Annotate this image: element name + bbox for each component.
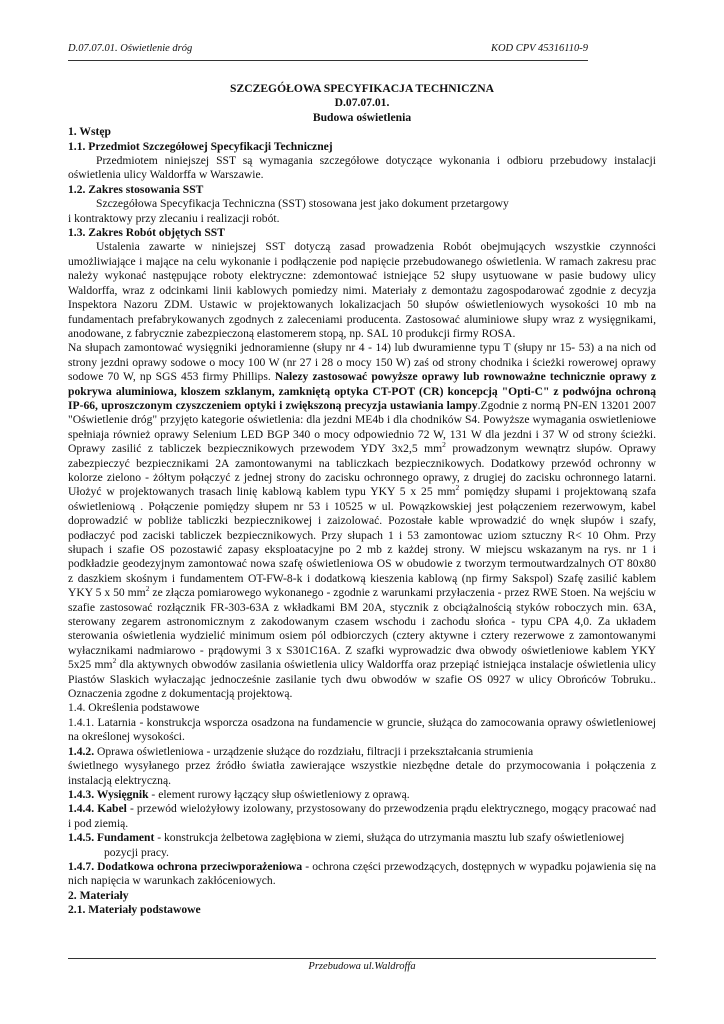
doc-title: SZCZEGÓŁOWA SPECYFIKACJA TECHNICZNA [230, 82, 494, 95]
definition-item [68, 860, 656, 889]
subsection-heading: 1.2. Zakres stosowania SST [68, 182, 204, 196]
subsection-heading: 1.1. Przedmiot Szczegółowej Specyfikacji Technicznej [68, 139, 333, 153]
footer-rule [68, 958, 656, 959]
subsection-heading: 1.4. Określenia podstawowe [68, 701, 200, 715]
superscript: 2 [455, 483, 460, 493]
paragraph: Szczegółowa Specyfikacja Techniczna (SST) stosowana jest jako dokument przetargowy [96, 197, 509, 211]
text-run: prowadzonym wewnątrz słupów. Oprawy zabezpieczyć bezpiecznikami 2A zamontowanymi na tabliczkach bezpiecznikowych. Dodatkowy przewód ochronny w kolorze zielono - żółtym połączyć z jednej strony do zacisku ochronnego oprawy, z drugiej do zacisku ochronnego latarni. Ułożyć w projektowanych trasach linię kablową kablem typu YKY 5 x 25 mm [68, 442, 656, 499]
superscript: 2 [442, 440, 446, 450]
definition-item [68, 716, 656, 745]
header-cpv-code: KOD CPV 45316110-9 [490, 43, 588, 54]
paragraph: Przedmiotem niniejszej SST są wymagania szczegółowe dotyczące wykonania i odbioru przebudowy instalacji oświetlenia ulicy Waldorffa w Warszawie. [68, 154, 656, 182]
definition-text: pozycji pracy. [104, 845, 169, 859]
bold-text-run: Nalezy zastosować powyższe oprawy lub rownoważne technicznie oprawy z pokrywa aluminiowa, kloszem szklanym, zamkniętą optyka CT-POT (CR) koncepcją "Opti-C" z podwójna ochroną IP-66, uproszczonym czyszczeniem optyki i zwiększoną precyzja ustawiania lampy [68, 370, 656, 412]
subsection-heading: 2.1. Materiały podstawowe [68, 903, 201, 917]
text-run: .Zgodnie z normą PN-EN 13201 2007 "Oświetlenie dróg" przyjęto kategorie oświetlenia: dla jezdni ME4b i dla chodników S4. Powyższe wymagania oswietleniowe spełniaja również oprawy Selenium LED BGP 340 o mocy odpowiednio 72 W, 131 W dla jezdni i 37 W od strony ścieżki. Oprawy zasilić z tabliczek bezpiecznikowych przewodem YDY 3x2,5 mm [68, 398, 656, 456]
document-body [68, 82, 656, 918]
paragraph [68, 341, 656, 701]
definition-item [68, 745, 656, 759]
definition-text: - ochrona części przewodzących, dostępnych w wypadku pojawienia się na nich napięcia w warunkach zakłóceniowych. [68, 859, 656, 888]
definition-item [68, 831, 656, 845]
text-run: pomiędzy słupami i projektowaną szafa oświetleniową . Połączenie pomiędzy słupem nr 53 i 10525 w ul. Powązkowskiej jest połączeniem rezerwowym, kabel doprowadzić w pobliże tabliczki bezpiecznikowej i zaizolować. Pozostałe kable wprowadzić do wnęk słupów i szafy, podłaczyć pod zaciski tabliczek bezpiecznikowych. Przy słupach 1 i 53 zamontowac uziom sztuczny R< 10 Ohm. Przy słupach i szafie OS pozostawić zapasy eksploatacyjne po 2 mb z każdej strony. W miejscu wskazanym na rys. nr 1 i podkładzie geodezyjnym zamontować nowa szafę oświetleniowa OS w obudowie z tworzym termoutwardzalnych OT 80x80 z daszkiem skośnym i fundamentem OT-FW-8-k i dodatkową kieszenia kablową (np firmy Sakspol) Szafę zasilić kablem YKY 5 x 50 mm [68, 485, 656, 600]
definition-text: - przewód wielożyłowy izolowany, przystosowany do przewodzenia prądu elektrycznego, mogący pracować nad i pod ziemią. [68, 802, 656, 830]
definition-text: Oprawa oświetleniowa - urządzenie służące do rozdziału, filtracji i przekształcania strumienia [94, 744, 534, 758]
definition-term: 1.4.5. Fundament [68, 831, 155, 845]
definition-text: - konstrukcja żelbetowa zagłębiona w ziemi, służąca do utrzymania masztu lub szafy oświetleniowej [154, 831, 625, 845]
superscript: 2 [112, 656, 117, 666]
superscript: 2 [145, 584, 150, 594]
definition-term: 1.4.2. [68, 744, 95, 758]
text-run: dla aktywnych obwodów zasilania oświetlenia ulicy Waldorffa oraz przepiąć istniejąca instalacje oświetlenia ulicy Piastów Slaskich wyłaczając jednocześnie zasilanie tych dwu obwodów w szafie OS 0927 w ulicy Obrońców Tobruku.. Oznaczenia zgodne z dokumentacją projektową. [68, 658, 656, 701]
header-rule [68, 60, 588, 61]
definition-item [68, 802, 656, 831]
section-heading: 2. Materiały [68, 888, 129, 902]
page-header [68, 43, 588, 59]
header-doc-code: D.07.07.01. Oświetlenie dróg [68, 43, 193, 54]
text-run: Na słupach zamontować wysięgniki jednoramienne (słupy nr 4 - 14) lub dwuramienne typu T (słupy nr 15- 53) a na nich od strony jezdni oprawy sodowe o mocy 100 W (nr 27 i 28 o mocy 150 W) zaś od strony chodnika i ścieżki rowerowej oprawy sodowe 70 W, np SGS 453 firmy Phillips. [68, 341, 656, 384]
definition-text: - element rurowy łączący słup oświetleniowy z oprawą. [148, 787, 410, 801]
text-run: ze złącza pomiarowego wykonanego - zgodnie z warunkami przyłaczenia - przez RWE Stoen. Na wejściu w szafie zastosować rozłącznik FR-303-63A z wkładkami BM 20A, stycznik z obciążalnością styków roboczych min. 63A, sterowany zegarem astronomicznym z zakodowanym czasem wschodu i zachodu słońca - typu CPA 4,0. Za układem sterowania oświetlenia wydzielić minimum osiem pól odbiorczych (cztery aktywne i cztery rezerwowe z zamontowanymi wyłacznikami nadmiarowo - prądowymi 3 x S301C16A. Z szafki wyprowadzic dwa obwody oświetleniowe kablem YKY 5x25 mm [68, 586, 656, 672]
definition-term: 1.4.7. Dodatkowa ochrona przeciwporażeniowa [68, 859, 303, 873]
definition-term: 1.4.4. Kabel [68, 802, 127, 816]
definition-term: 1.4.1. Latarnia [68, 715, 137, 729]
subsection-heading: 1.3. Zakres Robót objętych SST [68, 226, 225, 240]
definition-term: 1.4.3. Wysięgnik [68, 787, 149, 801]
section-heading: 1. Wstęp [68, 125, 111, 139]
definition-text: świetlnego wysyłanego przez źródło światła zawierające wszystkie niezbędne detale do przymocowania i połączenia z instalacją elektryczną. [68, 759, 656, 787]
paragraph: Ustalenia zawarte w niniejszej SST dotyczą zasad prowadzenia Robót obejmujących wszystkie czynności umożliwiające i mające na celu wykonanie i podłączenie pod napięcie przebudowanego oświetlenia. W ramach zakresu prac należy wykonać następujące roboty elektryczne: zdemontować istniejące 52 słupy usytuowane w pasie budowy ulicy Waldorffa, wraz z odcinkami linii kablowych pomiedzy nimi. Materiały z demontażu zagospodarować zgodnie z decyzja Inspektora Nazoru ZDM. Ustawic w projektowanych lokalizacjach 50 słupów oświetleniowych wysokości 10 mb na fundamentach prefabrykowanych zgodnych z zaleceniami producenta. Zastosować aluminiowe słupy wraz z wysięgnikami, anodowane, z fabrycznie zabezpieczoną elastomerem stopą, np. SAL 10 produkcji firmy ROSA. [68, 240, 656, 340]
page-footer: Przebudowa ul.Waldroffa [308, 961, 416, 972]
doc-subtitle: Budowa oświetlenia [312, 110, 412, 124]
doc-code: D.07.07.01. [334, 96, 390, 110]
definition-text: - konstrukcja wsporcza osadzona na fundamencie w gruncie, służąca do zamocowania oprawy oświetleniowej na określonej wysokości. [68, 715, 656, 744]
definition-item [68, 788, 656, 802]
paragraph: i kontraktowy przy zlecaniu i realizacji robót. [68, 211, 280, 225]
